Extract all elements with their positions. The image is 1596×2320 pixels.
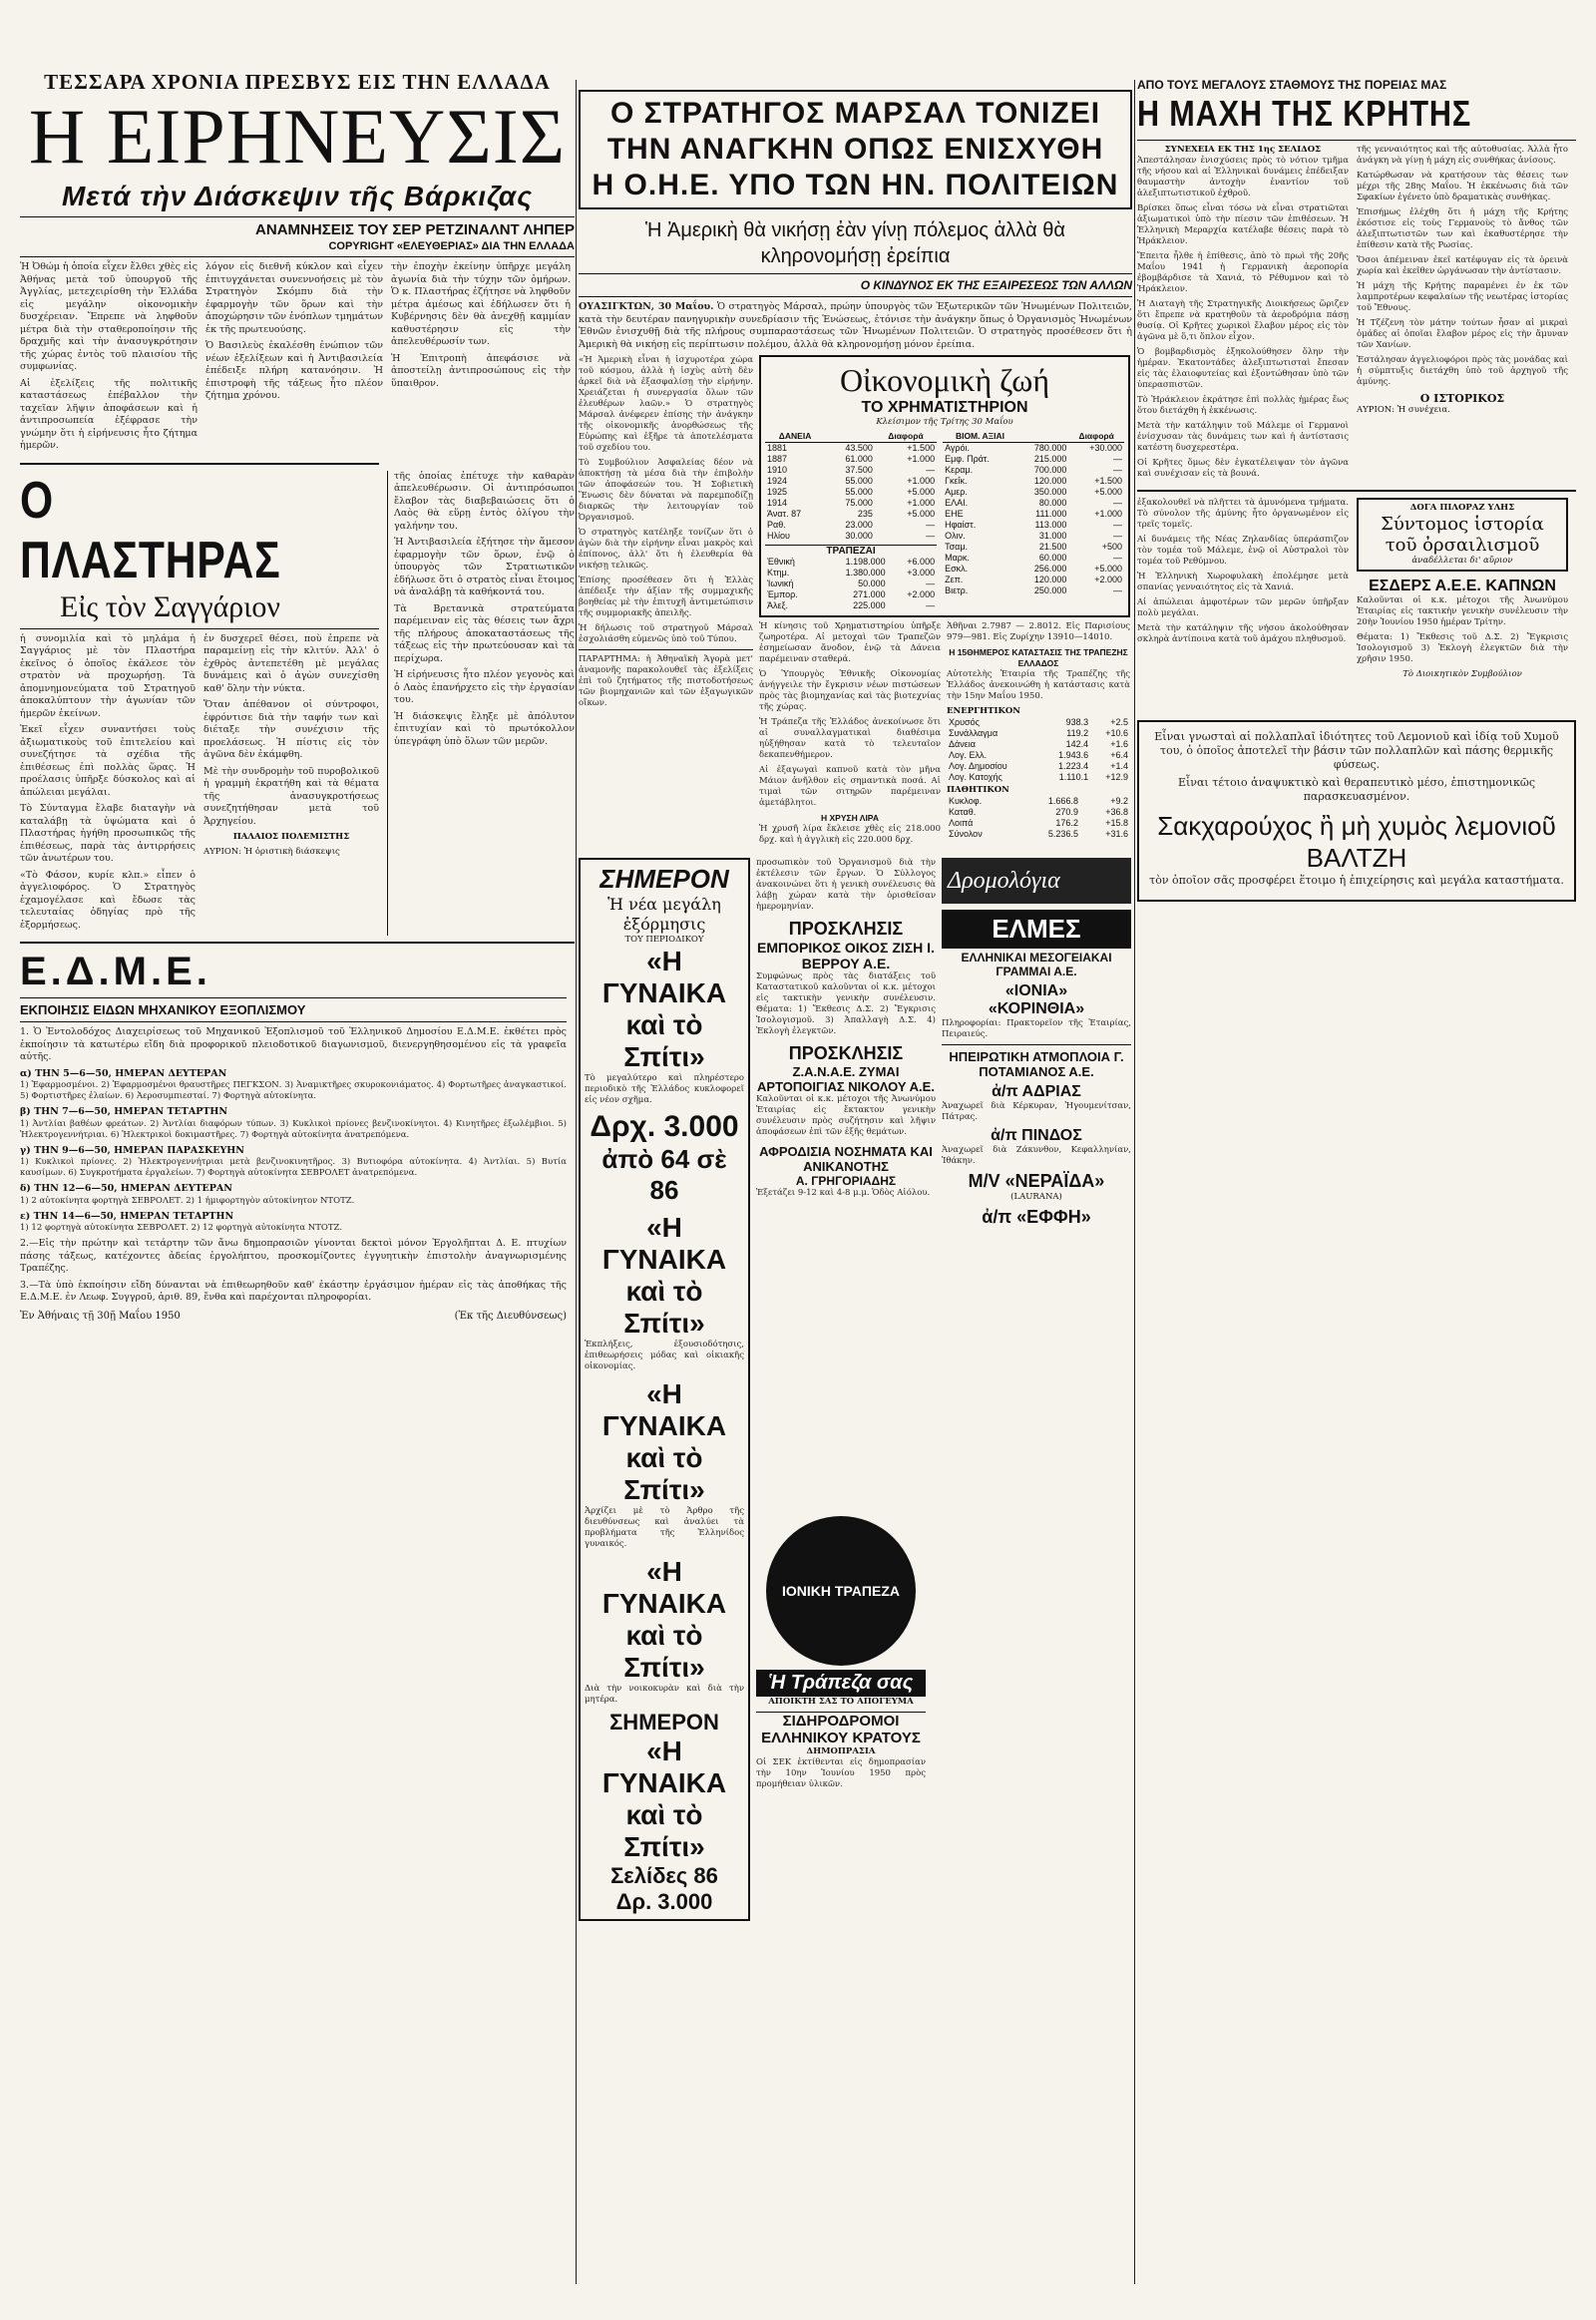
assets-header: ΕΝΕΡΓΗΤΙΚΟΝ (947, 706, 1021, 716)
share-row (943, 542, 1124, 553)
bank-row-cell: +6.000 (907, 557, 936, 567)
asset-row-cell: Λογ. Κατοχής (949, 772, 1002, 782)
liability-row (947, 818, 1130, 829)
share-row (943, 443, 1124, 455)
loan-row (765, 509, 937, 520)
top-banner: ΤΕΣΣΑΡΑ ΧΡΟΝΙΑ ΠΡΕΣΒΥΣ ΕΙΣ ΤΗΝ ΕΛΛΑΔΑ (44, 70, 551, 94)
share-row-cell: — (1113, 553, 1122, 563)
loan-row-cell: +5.000 (907, 487, 936, 497)
loan-row (765, 443, 937, 455)
article-col-2: λόγον εἰς διεθνῆ κύκλον καὶ εἶχεν ἐπιτυγχάνεται συνεννοήσεις μὲ τὸν Στρατηγὸν Σκόμπυ διὰ τὴν ἐφαρμογὴν τῶν ὅρων καὶ τὴν ἀποχώρησιν τῶν ἐνόπλων τμημάτων ἐκ τῆς πρωτευούσης. Ὁ Βασιλεὺς ἐκαλέσθη ἐνώπιον τῶν νέων ἐξελίξεων καὶ ἡ Ἀντιβασιλεία ἐπέδειξε πλήρη κατανόησιν. Ἡ ἐπιστροφὴ τῆς τάξεως ἦτο πλέον ζήτημα χρόνου. (205, 261, 383, 401)
liability-row-cell: 270.9 (1055, 807, 1078, 817)
ad-pages: ἀπὸ 64 σὲ 86 (601, 1144, 727, 1205)
middle-section: Ο ΣΤΡΑΤΗΓΟΣ ΜΑΡΣΑΛ ΤΟΝΙΖΕΙ ΤΗΝ ΑΝΑΓΚΗΝ ΟΠΩΣ ΕΝΙΣΧΥΘΗ Η Ο.Η.Ε. ΥΠΟ ΤΩΝ ΗΝ. ΠΟΛΙΤΕΙΩΝ Ἡ Ἀμερικὴ θὰ νικήσῃ ἐὰν γίνῃ πόλεμος ἀλλὰ θὰ κληρονομήσῃ ἐρείπια Ο ΚΙΝΔΥΝΟΣ ΕΚ ΤΗΣ ΕΞΑΙΡΕΣΕΩΣ ΤΩΝ ΑΛΛΩΝ ΟΥΑΣΙΓΚΤΩΝ, 30 Μαΐου. Ὁ στρατηγὸς Μάρσαλ, πρώην ὑπουργὸς τῶν Ἐξωτερικῶν τῶν Ἡνωμένων Πολιτειῶν, κατὰ τὴν δευτέραν πανηγυρικὴν συνεδρίασιν τῆς Ἑνώσεως, ἐτόνισε τὴν ἀνάγκην ὅπως ὁ Ὀργανισμὸς Ἡνωμένων Ἐθνῶν ἐνισχυθῇ διὰ τῆς πλήρους συμπαραστάσεως τῶν Ἡνωμένων Πολιτειῶν. Ὁ στρατηγὸς προσέθεσεν ὅτι ἡ Ἀμερικὴ θὰ νικήσῃ εἰς περίπτωσιν πολέμου, ἀλλὰ θὰ κληρονομήσῃ μόνον ἐρείπια. «Ἡ Ἀμερικὴ εἶναι ἡ ἰσχυροτέρα χώρα τοῦ κόσμου, ἀλλὰ ἡ ἰσχὺς αὐτὴ δὲν ἀρκεῖ διὰ νὰ ἐξασφαλίσῃ τὴν εἰρήνην. Χρειάζεται ἡ συνεργασία ὅλων τῶν ἐλευθέρων λαῶν.» Ὁ στρατηγὸς Μάρσαλ ἀνέφερεν ἐπίσης τὴν ἀνάγκην τῆς οἰκονομικῆς ἀνορθώσεως τῆς Εὐρώπης καὶ ἐξῆρε τὰ ἀποτελέσματα τοῦ σχεδίου του. Τὸ Συμβούλιον Ἀσφαλείας δέον νὰ ἀποκτήσῃ τὰ μέσα διὰ τὴν ἐπιβολὴν τῶν ἀποφάσεών του. Ἡ Σοβιετικὴ Ἕνωσις δὲν δύναται νὰ παρεμποδίζῃ διαρκῶς τὴν λειτουργίαν τοῦ Ὀργανισμοῦ. Ὁ στρατηγὸς κατέληξε τονίζων ὅτι ὁ ἀγὼν διὰ τὴν εἰρήνην εἶναι μακρὸς καὶ ἐπίπονος, ἀλλ' ὅτι ἡ ἐλευθερία θὰ νικήσῃ τελικῶς. Ἐπίσης προσέθεσεν ὅτι ἡ Ἑλλὰς ἀπέδειξε τὴν ἀξίαν τῆς συμμαχικῆς βοηθείας μὲ τὴν ἐπιτυχῆ ἀντιμετώπισιν τῆς συμμοριακῆς ἀπειλῆς. Ἡ δήλωσις τοῦ στρατηγοῦ Μάρσαλ ἐσχολιάσθη εὐμενῶς ὑπὸ τοῦ Τύπου. ΠΑΡΑΡΤΗΜΑ: ἡ Ἀθηναϊκὴ Ἀγορὰ μετ' ἀναμονῆς παρακολουθεῖ τὰς ἐξελίξεις ἐπὶ τοῦ ζητήματος τῆς πιστοδοτήσεως τῶν βιομηχανιῶν καὶ τῶν ἐξαγωγικῶν οἴκων. Οἰκονομικὴ ζωή ΤΟ ΧΡΗΜΑΤΙΣΤΗΡΙΟΝ Κλείσιμον τῆς Τρίτης 30 Μαΐου ΔΑΝΕΙΑ Διαφορά 1881 43.500 +1.500 1887 61.000 +1.000 1910 37.500 — 1924 55.000 +1.000 1925 55.000 +5.000 1914 75.000 +1.000 Άνατ. 87 235 +5.000 Ραθ. 23.000 — Ηλίου 30.000 — ΤΡΑΠΕΖΑΙ Ἐθνικὴ 1.198.000 +6.000 Κτημ. 1.380.000 +3.000 Ἰωνική 50.000 — Ἐμπορ. 271.000 +2.000 Ἀλεξ. 225.000 — ΒΙΟΜ. ΑΞΙΑΙ Διαφορά Αγρόι. 780.000 +30.000 Εμφ. Πράτ. 215.000 — Κεραμ. 700.000 — Γκεΐκ. 120.000 +1.500 Αμερ. 350.000 +5.000 ΕΛΑΙ. 80.000 — ΕΗΕ 111.000 +1.000 Ηφαίστ. 113.000 — Ολιν. 31.000 — Τσαμ. 21.500 +500 Μαρκ. 60.000 — Εσκλ. 256.000 +5.000 Ζεπ. 120.000 +2.000 Βιετρ. 250.000 — Ἡ κίνησις τοῦ Χρηματιστηρίου ὑπῆρξε ζωηροτέρα. Αἱ μετοχαὶ τῶν Τραπεζῶν ἐσημείωσαν ἄνοδον, ἐνῷ τὰ Δάνεια παρέμειναν σταθερά. Ὁ Ὑπουργὸς Ἐθνικῆς Οἰκονομίας ἀνήγγειλε τὴν ἔγκρισιν νέων πιστώσεων πρὸς τὰς βιομηχανίας καὶ τὰς βιοτεχνίας τῆς χώρας. Ἡ Τράπεζα τῆς Ἑλλάδος ἀνεκοίνωσε ὅτι αἱ συναλλαγματικαὶ διαθέσιμα ηὐξήθησαν κατὰ τὸ τελευταῖον δεκαπενθήμερον. Αἱ ἐξαγωγαὶ καπνοῦ κατὰ τὸν μῆνα Μάιον ἀνῆλθον εἰς σημαντικὰ ποσά. Αἱ τιμαὶ τῶν σιτηρῶν παρέμειναν ἀμετάβλητοι. Η ΧΡΥΣΗ ΛΙΡΑ Ἡ χρυσῆ λίρα ἔκλεισε χθὲς εἰς 218.000 δρχ. καὶ ἡ ἀγγλικὴ εἰς 220.000 δρχ. Ἀθῆναι 2.7987 — 2.8012. Εἰς Παρισίους 979—981. Εἰς Ζυρίχην 13910—14010. Η 15ΘΗΜΕΡΟΣ ΚΑΤΑΣΤΑΣΙΣ ΤΗΣ ΤΡΑΠΕΖΗΣ ΕΛΛΑΔΟΣ Αὐτοτελὴς Ἐταιρία τῆς Τραπέζης τῆς Ἑλλάδος ἀνεκοινώθη ἡ κατάστασις κατὰ τὴν 15ην Μαΐου 1950. ΕΝΕΡΓΗΤΙΚΟΝ Χρυσός 938.3 +2.5 Συνάλλαγμα 119.2 +10.6 Δάνεια 142.4 +1.6 Λογ. Ελλ. 1.943.6 +6.4 Λογ. Δημοσίου 1.223.4 +1.4 Λογ. Κατοχής 1.110.1 +12.9 ΠΑΘΗΤΙΚΟΝ Κυκλοφ. 1.666.8 +9.2 Καταθ. 270.9 +36.8 Λοιπά 176.2 +15.8 Σύνολον 5.236.5 +31.6 ΣΗΜΕΡΟΝ Ἡ νέα μεγάλη ἐξόρμησις ΤΟΥ ΠΕΡΙΟΔΙΚΟΥ «Η ΓΥΝΑΙΚΑ καὶ τὸ Σπίτι» Τὸ μεγαλύτερο καὶ πληρέστερο περιοδικὸ τῆς Ἑλλάδος κυκλοφορεῖ εἰς νέον σχῆμα. Δρχ. 3.000 ἀπὸ 64 σὲ 86 «Η ΓΥΝΑΙΚΑ καὶ τὸ Σπίτι» Ἐκπλήξεις, ἐξουσιοδότησις, ἐπιθεωρήσεις μόδας καὶ οἰκιακῆς οἰκονομίας. «Η ΓΥΝΑΙΚΑ καὶ τὸ Σπίτι» Ἀρχίζει μὲ τὸ Ἀρθρο τῆς διευθύνσεως καὶ ἀναλύει τὰ προβλήματα τῆς Ἑλληνίδος γυναικός. «Η ΓΥΝΑΙΚΑ καὶ τὸ Σπίτι» Διὰ τὴν νοικοκυρὰν καὶ διὰ τὴν μητέρα. ΣΗΜΕΡΟΝ «Η ΓΥΝΑΙΚΑ καὶ τὸ Σπίτι» Σελίδες 86 Δρ. 3.000 προσωπικὸν τοῦ Ὀργανισμοῦ διὰ τὴν ἐκτέλεσιν τῶν ἔργων. Ὁ Σύλλογος ἀνακοινώνει ὅτι ἡ γενικὴ συνέλευσις θὰ λάβῃ χώραν κατὰ τὴν ὁρισθεῖσαν ἡμερομηνίαν. ΠΡΟΣΚΛΗΣΙΣ ΕΜΠΟΡΙΚΟΣ ΟΙΚΟΣ ΖΙΣΗ Ι. ΒΕΡΡΟΥ Α.Ε. Συμφώνως πρὸς τὰς διατάξεις τοῦ Καταστατικοῦ καλοῦνται οἱ κ.κ. μέτοχοι εἰς τακτικὴν γενικὴν συνέλευσιν. Θέματα: 1) Ἔκθεσις Δ.Σ. 2) Ἔγκρισις Ἰσολογισμοῦ. 3) Ἀπαλλαγὴ Δ.Σ. 4) Ἐκλογὴ ἐλεγκτῶν. ΠΡΟΣΚΛΗΣΙΣ Ζ.Α.Ν.Α.Ε. ΖΥΜΑΙ ΑΡΤΟΠΟΙΓΙΑΣ ΝΙΚΟΛΟΥ Α.Ε. Καλοῦνται οἱ κ.κ. μέτοχοι τῆς Ἀνωνύμου Ἑταιρίας εἰς ἔκτακτον γενικὴν συνέλευσιν πρὸς συζήτησιν καὶ λῆψιν ἀποφάσεων ἐπὶ τῶν ἑξῆς θεμάτων. ΑΦΡΟΔΙΣΙΑ ΝΟΣΗΜΑΤΑ ΚΑΙ ΑΝΙΚΑΝΟΤΗΣ Α. ΓΡΗΓΟΡΙΑΔΗΣ Ἐξετάζει 9-12 καὶ 4-8 μ.μ. Ὁδὸς Αἰόλου. Δρομολόγια ΕΛΜΕΣ ΕΛΛΗΝΙΚΑΙ ΜΕΣΟΓΕΙΑΚΑΙ ΓΡΑΜΜΑΙ Α.Ε. «ΙΟΝΙΑ» «ΚΟΡΙΝΘΙΑ» Πληροφορίαι: Πρακτορεῖον τῆς Ἑταιρίας, Πειραιεύς. ΗΠΕΙΡΩΤΙΚΗ ΑΤΜΟΠΛΟΙΑ Γ. ΠΟΤΑΜΙΑΝΟΣ Α.Ε. ἀ/π ΑΔΡΙΑΣ Ἀναχωρεῖ διὰ Κέρκυραν, Ἠγουμενίτσαν, Πάτρας. ἀ/π ΠΙΝΔΟΣ Ἀναχωρεῖ διὰ Ζάκυνθον, Κεφαλληνίαν, Ἰθάκην. Μ/V «ΝΕΡΑΪΔΑ» (LAURANA) ἀ/π «ΕΦΦΗ» ΙΟΝΙΚΗ ΤΡΑΠΕΖΑ Ἡ Τράπεζα σας ΑΠΟΙΚΤΗ ΣΑΣ ΤΟ ΑΠΟΓΕΥΜΑ ΣΙΔΗΡΟΔΡΟΜΟΙ ΕΛΛΗΝΙΚΟΥ ΚΡΑΤΟΥΣ ΔΗΜΟΠΡΑΣΙΑ Οἱ ΣΕΚ ἐκτίθενται εἰς δημοπρασίαν τὴν 10ην Ἰουνίου 1950 πρὸς προμήθειαν ὑλικῶν. (579, 90, 1132, 2284)
share-row-cell: ΕΗΕ (945, 509, 964, 519)
share-row-cell: 256.000 (1033, 564, 1067, 574)
loan-row-cell: Ηλίου (767, 531, 790, 541)
share-row-cell: +30.000 (1089, 443, 1122, 453)
plastiras-subtitle: Εἰς τὸν Σαγγάριον (60, 589, 280, 623)
loan-row-cell: +5.000 (907, 509, 936, 519)
edme-day-5: ε) ΤΗΝ 14—6—50, ΗΜΕΡΑΝ ΤΕΤΑΡΤΗΝ (20, 1210, 234, 1222)
asset-row (947, 750, 1130, 761)
loan-row-cell: — (926, 465, 936, 475)
crete-title: Η ΜΑΧΗ ΤΗΣ ΚΡΗΤΗΣ (1137, 93, 1472, 134)
edme-office: (Ἐκ τῆς Διευθύνσεως) (454, 1310, 567, 1322)
asset-row-cell: +6.4 (1110, 750, 1128, 760)
marshall-subhead: Ἡ Ἀμερικὴ θὰ νικήσῃ ἐὰν γίνῃ πόλεμος ἀλλὰ θὰ κληρονομήσῃ ἐρείπια (645, 219, 1065, 267)
crete-continued: ΣΥΝΕΧΕΙΑ ΕΚ ΤΗΣ 1ης ΣΕΛΙΔΟΣ (1164, 145, 1322, 155)
share-row-cell: Ζεπ. (945, 575, 964, 584)
book-box (1357, 498, 1568, 572)
asset-row-cell: +1.6 (1110, 739, 1128, 749)
asset-row-cell: +10.6 (1105, 728, 1128, 738)
bank-of-greece-notice: Η 15ΘΗΜΕΡΟΣ ΚΑΤΑΣΤΑΣΙΣ ΤΗΣ ΤΡΑΠΕΖΗΣ ΕΛΛΑΔΟΣ (949, 647, 1128, 668)
crete-next: ΑΥΡΙΟΝ: Ἡ συνέχεια. (1357, 405, 1450, 415)
edme-date: Ἐν Ἀθήναις τῇ 30ῇ Μαΐου 1950 (20, 1310, 181, 1322)
main-article-subtitle: Μετά τὴν Διάσκεψιν τῆς Βάρκιζας (61, 181, 534, 211)
edme-day-1: α) ΤΗΝ 5—6—50, ΗΜΕΡΑΝ ΔΕΥΤΕΡΑΝ (20, 1067, 227, 1079)
share-row-cell: 31.000 (1038, 531, 1067, 541)
loan-row-cell: 1887 (767, 454, 788, 464)
liability-row-cell: 176.2 (1055, 818, 1078, 828)
shipping-column: Δρομολόγια ΕΛΜΕΣ ΕΛΛΗΝΙΚΑΙ ΜΕΣΟΓΕΙΑΚΑΙ ΓΡΑΜΜΑΙ Α.Ε. «ΙΟΝΙΑ» «ΚΟΡΙΝΘΙΑ» Πληροφορίαι: Πρακτορεῖον τῆς Ἑταιρίας, Πειραιεύς. ΗΠΕΙΡΩΤΙΚΗ ΑΤΜΟΠΛΟΙΑ Γ. ΠΟΤΑΜΙΑΝΟΣ Α.Ε. ἀ/π ΑΔΡΙΑΣ Ἀναχωρεῖ διὰ Κέρκυραν, Ἠγουμενίτσαν, Πάτρας. ἀ/π ΠΙΝΔΟΣ Ἀναχωρεῖ διὰ Ζάκυνθον, Κεφαλληνίαν, Ἰθάκην. Μ/V «ΝΕΡΑΪΔΑ» (LAURANA) ἀ/π «ΕΦΦΗ» (942, 858, 1131, 1921)
bank-row-cell: +2.000 (907, 589, 936, 599)
share-row-cell: Αμερ. (945, 487, 968, 497)
ad-price: Δρχ. 3.000 (590, 1110, 739, 1143)
right-section: ΑΠΟ ΤΟΥΣ ΜΕΓΑΛΟΥΣ ΣΤΑΘΜΟΥΣ ΤΗΣ ΠΟΡΕΙΑΣ ΜΑΣ Η ΜΑΧΗ ΤΗΣ ΚΡΗΤΗΣ ΣΥΝΕΧΕΙΑ ΕΚ ΤΗΣ 1ης ΣΕΛΙΔΟΣ Ἀπεστάλησαν ἐνισχύσεις πρὸς τὸ νότιον τμῆμα τῆς νήσου καὶ αἱ Ἑλληνικαὶ δυνάμεις ἐπέδειξαν θαυμαστὴν ἀντοχὴν ἐναντίον τοῦ ἀλεξιπτωτιστικοῦ ἐχθροῦ. Βρίσκει ὅπως εἶναι τόσω νὰ εἶναι στρατιῶται ἀξιωματικοὶ ὑπὸ τὴν πίεσιν τῶν ἐπιθέσεων. Ἡ Ἑλληνικὴ Μεραρχία κατέλαβε θέσεις παρὰ τὸ Ἡράκλειον. Ἔπειτα ἦλθε ἡ ἐπίθεσις, ἀπὸ τὸ πρωὶ τῆς 20ῆς Μαΐου 1941 ἡ Γερμανικὴ ἀεροπορία ἐβομβάρδισε τὰ Χανιά, τὸ Ρέθυμνον καὶ τὸ Ἡράκλειον. Ἡ Διαταγὴ τῆς Στρατηγικῆς Διοικήσεως ὥριζεν ὅτι ἔπρεπε νὰ κρατηθοῦν τὰ ἀεροδρόμια πάσῃ θυσίᾳ. Οἱ Κρῆτες χωρικοὶ ἔλαβον μέρος εἰς τὸν ἀγῶνα μὲ ὅ,τι ὅπλον εἶχον. Ὁ βομβαρδισμὸς ἐξηκολούθησεν ὅλην τὴν ἡμέραν. Ἐκατοντάδες ἀλεξιπτωτισταὶ ἔπεσαν εἰς τὰς ἐλαιοφυτείας καὶ ἐξοντώθησαν ὑπὸ τῶν ὑπερασπιστῶν. Τὸ Ἡράκλειον ἐκράτησε ἐπὶ πολλὰς ἡμέρας ἕως ὅτου διετάχθη ἡ ἐκκένωσις. Μετὰ τὴν κατάληψιν τοῦ Μάλεμε οἱ Γερμανοὶ ἐνίσχυσαν τὰς δυνάμεις των καὶ ἡ ἀντίστασις κατέστη δυσχερεστέρα. Οἱ Κρῆτες ὅμως δὲν ἐγκατέλειψαν τὸν ἀγῶνα καὶ συνέχισαν εἰς τὰ βουνά. τῆς γενναιότητος καὶ τῆς αὐτοθυσίας. Ἀλλὰ ἦτο ἀνάγκη νὰ γίνῃ ἡ μάχη εἰς συνθήκας ἀνίσους. Κατώρθωσαν νὰ κρατήσουν τὰς θέσεις των μέχρι τῆς 28ης Μαΐου. Ἡ ἐκκένωσις διὰ τῶν Σφακίων ἐγένετο ὑπὸ δραματικὰς συνθήκας. Ἐπισήμως ἐλέχθη ὅτι ἡ μάχη τῆς Κρήτης ἐκόστισε εἰς τοὺς Γερμανοὺς τὸ ἄνθος τῶν ἀλεξιπτωτιστῶν των καὶ ἐκαθυστέρησε τὴν ἐπίθεσιν κατὰ τῆς Ρωσίας. Ὅσοι ἀπέμειναν ἐκεῖ κατέφυγαν εἰς τὰ ὀρεινὰ χωρία καὶ ἐκεῖθεν ὠργάνωσαν τὴν ἀντίστασιν. Ἡ μάχη τῆς Κρήτης παραμένει ἐν ἐκ τῶν λαμπροτέρων κεφαλαίων τῆς νεωτέρας ἱστορίας τοῦ Ἔθνους. Ἡ Τζέζενη τὸν μάτην τούτων ἦσαν αἱ μικραὶ ὁμάδες αἱ ὁποῖαι ἔλαβον μέρος εἰς τὴν ἄμυναν τῶν Χανίων. Ἐστάλησαν ἀγγελιοφόροι πρὸς τὰς μονάδας καὶ ἡ σύμπτυξις διετάχθη ὑπὸ τοῦ ἀρχηγοῦ τῆς ἀμύνης. Ο ΙΣΤΟΡΙΚΟΣ ΑΥΡΙΟΝ: Ἡ συνέχεια. ἐξακολουθεῖ νὰ πλῆττει τὰ ἀμυνόμενα τμήματα. Τὸ σύνολον τῆς ἀμύνης ἦτο ὀργανωμένον εἰς τρεῖς τομεῖς. Αἱ δυνάμεις τῆς Νέας Ζηλανδίας ὑπεράσπιζον τὸν τομέα τοῦ Μάλεμε, ἐνῷ οἱ Αὐστραλοὶ τὸν τομέα τοῦ Ρεθύμνου. Ἡ Ἑλληνικὴ Χωροφυλακὴ ἐπολέμησε μετὰ σπανίας γενναιότητος εἰς τὰ Χανιά. Αἱ ἀπώλειαι ἀμφοτέρων τῶν μερῶν ὑπῆρξαν πολὺ μεγάλαι. Μετὰ τὴν κατάληψιν τῆς νήσου ἀκολούθησαν σκληρὰ ἀντίποινα κατὰ τοῦ ἀμάχου πληθυσμοῦ. ΔΟΓΑ ΠΙΛΟΡΑΖ ΥΛΗΣ Σύντομος ἱστορία τοῦ ὀρσαιλισμοῦ ἀναδέλλεται δι' αὔριον ΕΣΔΕΡΣ Α.Ε.Ε. ΚΑΠΝΩΝ Καλοῦνται οἱ κ.κ. μέτοχοι τῆς Ἀνωνύμου Ἑταιρίας εἰς τακτικὴν γενικὴν συνέλευσιν τὴν 20ὴν Ἰουνίου 1950 ἡμέραν Τρίτην. Θέματα: 1) Ἔκθεσις τοῦ Δ.Σ. 2) Ἔγκρισις Ἰσολογισμοῦ 3) Ἐκλογὴ ἐλεγκτῶν διὰ τὴν χρῆσιν 1950. Τὸ Διοικητικὸν Συμβούλιον Εἶναι γνωσταὶ αἱ πολλαπλαῖ ἰδιότητες τοῦ Λεμονιοῦ καὶ ἰδίᾳ τοῦ Χυμοῦ του, ὁ ὁποῖος ἀποτελεῖ τὴν βάσιν τῶν πολλαπλῶν καὶ πάσης θερμικῆς φύσεως. Εἶναι τέτοιο ἀναψυκτικὸ καὶ θεραπευτικὸ μέσο, ἐπιστημονικῶς παρασκευασμένον. Σακχαρούχος ἢ μὴ χυμὸς λεμονιοῦ ΒΑΛΤΖΗ τὸν ὁποῖον σᾶς προσφέρει ἕτοιμο ἡ ἐπιχείρησις καὶ μεγάλα καταστήματα. (1137, 78, 1576, 2282)
share-row (943, 454, 1124, 465)
bourse-title: ΤΟ ΧΡΗΜΑΤΙΣΤΗΡΙΟΝ (861, 399, 1028, 416)
railways-title: ΣΙΔΗΡΟΔΡΟΜΟΙ ΕΛΛΗΝΙΚΟΥ ΚΡΑΤΟΥΣ (756, 1712, 926, 1746)
marshall-dateline: ΟΥΑΣΙΓΚΤΩΝ, 30 Μαΐου. (579, 301, 714, 312)
bourse-subtitle: Κλείσιμον τῆς Τρίτης 30 Μαΐου (876, 417, 1013, 427)
tobacco-footer: Τὸ Διοικητικὸν Συμβούλιον (1402, 669, 1522, 679)
ship-ionia: «ΙΟΝΙΑ» (1004, 982, 1068, 999)
bank-row-cell: Ἐθνικὴ (767, 557, 795, 567)
ionian-bank-footer: ΑΠΟΙΚΤΗ ΣΑΣ ΤΟ ΑΠΟΓΕΥΜΑ (768, 1697, 914, 1707)
ship-korinthia: «ΚΟΡΙΝΘΙΑ» (988, 1000, 1085, 1017)
share-row-cell: — (1113, 454, 1122, 464)
share-row-cell: Ολιν. (945, 531, 966, 541)
routes-title: Δρομολόγια (948, 868, 1060, 894)
ship-pindos: ἀ/π ΠΙΝΔΟΣ (991, 1127, 1082, 1144)
loan-row-cell: 30.000 (845, 531, 873, 541)
asset-row (947, 772, 1130, 783)
shares-table (943, 430, 1124, 596)
byline: ΑΝΑΜΝΗΣΕΙΣ ΤΟΥ ΣΕΡ ΡΕΤΖΙΝΑΛΝΤ ΛΗΠΕΡ (255, 221, 575, 238)
ipeirotiki-company: ΗΠΕΙΡΩΤΙΚΗ ΑΤΜΟΠΛΟΙΑ Γ. ΠΟΤΑΜΙΑΝΟΣ Α.Ε. (949, 1049, 1124, 1079)
share-row (943, 531, 1124, 542)
asset-row-cell: +1.4 (1110, 761, 1128, 771)
share-row-cell: 80.000 (1038, 498, 1067, 508)
ionian-bank-caption: Ἡ Τράπεζα σας (756, 1670, 926, 1697)
gold-sovereign-header: Η ΧΡΥΣΗ ΛΙΡΑ (820, 813, 879, 823)
share-row (943, 487, 1124, 498)
share-row-cell: +5.000 (1094, 487, 1122, 497)
liability-row-cell: +9.2 (1110, 796, 1128, 806)
share-row (943, 585, 1124, 596)
invitation-2-company: Ζ.Α.Ν.Α.Ε. ΖΥΜΑΙ ΑΡΤΟΠΟΙΓΙΑΣ ΝΙΚΟΛΟΥ Α.Ε. (757, 1064, 935, 1094)
edme-subtitle: ΕΚΠΟΙΗΣΙΣ ΕΙΔΩΝ ΜΗΧΑΝΙΚΟΥ ΕΞΟΠΛΙΣΜΟΥ (20, 1002, 306, 1017)
share-row-cell: +500 (1101, 542, 1122, 552)
ad-magazine-name-5: «Η ΓΥΝΑΙΚΑ καὶ τὸ Σπίτι» (601, 1736, 727, 1862)
asset-row-cell: 1.110.1 (1058, 772, 1089, 782)
share-row-cell: Ηφαίστ. (945, 520, 977, 530)
loan-row (765, 454, 937, 465)
loan-row-cell: 1924 (767, 476, 788, 486)
loan-row-cell: 1914 (767, 498, 788, 508)
share-row-cell: 21.500 (1038, 542, 1067, 552)
book-title: Σύντομος ἱστορία (1381, 514, 1544, 535)
share-row-cell: Τσαμ. (945, 542, 969, 552)
liability-row-cell: Λοιπά (949, 818, 974, 828)
share-row-cell: 700.000 (1033, 465, 1067, 475)
share-row (943, 509, 1124, 520)
tobacco-title: ΕΣΔΕΡΣ Α.Ε.Ε. ΚΑΠΝΩΝ (1369, 578, 1556, 594)
plastiras-title: Ο ΠΛΑΣΤΗΡΑΣ (20, 471, 281, 589)
loan-row (765, 465, 937, 476)
liability-row (947, 796, 1130, 807)
crete-author: Ο ΙΣΤΟΡΙΚΟΣ (1419, 392, 1505, 405)
ad-line-2: ΤΟΥ ΠΕΡΙΟΔΙΚΟΥ (624, 935, 704, 945)
notices-column: προσωπικὸν τοῦ Ὀργανισμοῦ διὰ τὴν ἐκτέλεσιν τῶν ἔργων. Ὁ Σύλλογος ἀνακοινώνει ὅτι ἡ γενικὴ συνέλευσις θὰ λάβῃ χώραν κατὰ τὴν ὁρισθεῖσαν ἡμερομηνίαν. ΠΡΟΣΚΛΗΣΙΣ ΕΜΠΟΡΙΚΟΣ ΟΙΚΟΣ ΖΙΣΗ Ι. ΒΕΡΡΟΥ Α.Ε. Συμφώνως πρὸς τὰς διατάξεις τοῦ Καταστατικοῦ καλοῦνται οἱ κ.κ. μέτοχοι εἰς τακτικὴν γενικὴν συνέλευσιν. Θέματα: 1) Ἔκθεσις Δ.Σ. 2) Ἔγκρισις Ἰσολογισμοῦ. 3) Ἀπαλλαγὴ Δ.Σ. 4) Ἐκλογὴ ἐλεγκτῶν. ΠΡΟΣΚΛΗΣΙΣ Ζ.Α.Ν.Α.Ε. ΖΥΜΑΙ ΑΡΤΟΠΟΙΓΙΑΣ ΝΙΚΟΛΟΥ Α.Ε. Καλοῦνται οἱ κ.κ. μέτοχοι τῆς Ἀνωνύμου Ἑταιρίας εἰς ἔκτακτον γενικὴν συνέλευσιν πρὸς συζήτησιν καὶ λῆψιν ἀποφάσεων ἐπὶ τῶν ἑξῆς θεμάτων. ΑΦΡΟΔΙΣΙΑ ΝΟΣΗΜΑΤΑ ΚΑΙ ΑΝΙΚΑΝΟΤΗΣ Α. ΓΡΗΓΟΡΙΑΔΗΣ Ἐξετάζει 9-12 καὶ 4-8 μ.μ. Ὁδὸς Αἰόλου. (756, 858, 936, 1198)
book-subtitle: τοῦ ὀρσαιλισμοῦ (1385, 535, 1540, 556)
share-row-cell: 60.000 (1038, 553, 1067, 563)
loan-row-cell: 61.000 (845, 454, 873, 464)
share-row-cell: ΕΛΑΙ. (945, 498, 969, 508)
routes-banner (942, 858, 1131, 904)
lemon-ad-title: Σακχαρούχος ἢ μὴ χυμὸς λεμονιοῦ ΒΑΛΤΖΗ (1157, 811, 1556, 873)
asset-row-cell: 1.223.4 (1058, 761, 1089, 771)
elmes-company-name: ΕΛΛΗΝΙΚΑΙ ΜΕΣΟΓΕΙΑΚΑΙ ΓΡΑΜΜΑΙ Α.Ε. (961, 951, 1112, 978)
ad-final-pages: Σελίδες 86 (610, 1863, 718, 1888)
next-installment: ΑΥΡΙΟΝ: Ἡ ὁριστικὴ διάσκεψις (203, 847, 340, 857)
bank-row-cell: 271.000 (853, 589, 886, 599)
loan-row-cell: 235 (857, 509, 873, 519)
invitation-1-company: ΕΜΠΟΡΙΚΟΣ ΟΙΚΟΣ ΖΙΣΗ Ι. ΒΕΡΡΟΥ Α.Ε. (757, 940, 935, 971)
loans-diff-header: Διαφορά (875, 430, 937, 443)
loan-row (765, 487, 937, 498)
ad-today: ΣΗΜΕΡΟΝ (599, 864, 729, 894)
share-row-cell: 250.000 (1033, 585, 1067, 595)
loan-row-cell: 55.000 (845, 476, 873, 486)
ionian-bank-ad: ΙΟΝΙΚΗ ΤΡΑΠΕΖΑ Ἡ Τράπεζα σας ΑΠΟΙΚΤΗ ΣΑΣ ΤΟ ΑΠΟΓΕΥΜΑ ΣΙΔΗΡΟΔΡΟΜΟΙ ΕΛΛΗΝΙΚΟΥ ΚΡΑΤΟΥΣ ΔΗΜΟΠΡΑΣΙΑ Οἱ ΣΕΚ ἐκτίθενται εἰς δημοπρασίαν τὴν 10ην Ἰουνίου 1950 πρὸς προμήθειαν ὑλικῶν. (756, 1516, 926, 1794)
banks-table (765, 557, 937, 611)
loan-row (765, 520, 937, 531)
ad-line-1: Ἡ νέα μεγάλη ἐξόρμησις (607, 895, 721, 934)
share-row (943, 553, 1124, 564)
loan-row-cell: 1910 (767, 465, 788, 475)
loans-table (765, 430, 937, 542)
share-row (943, 498, 1124, 509)
bank-row (765, 568, 937, 579)
share-row (943, 564, 1124, 575)
liabilities-header: ΠΑΘΗΤΙΚΟΝ (947, 785, 1009, 795)
shares-header: ΒΙΟΜ. ΑΞΙΑΙ (943, 430, 1017, 443)
bank-row-cell: Ἀλεξ. (767, 600, 789, 610)
share-row-cell: 120.000 (1033, 575, 1067, 584)
asset-row-cell: Χρυσός (949, 717, 980, 727)
bank-row-cell: +3.000 (907, 568, 936, 578)
loan-row-cell: Άνατ. 87 (767, 509, 802, 519)
edme-title: Ε.Δ.Μ.Ε. (20, 950, 211, 993)
loan-row-cell: +1.000 (907, 454, 936, 464)
ad-magazine-name-4: «Η ΓΥΝΑΙΚΑ καὶ τὸ Σπίτι» (601, 1556, 727, 1683)
liability-row-cell: +31.6 (1105, 829, 1128, 839)
economy-box (759, 355, 1130, 617)
loan-row-cell: 23.000 (845, 520, 873, 530)
share-row-cell: 215.000 (1033, 454, 1067, 464)
asset-row (947, 761, 1130, 772)
invitation-1-title: ΠΡΟΣΚΛΗΣΙΣ (788, 919, 904, 939)
asset-row-cell: Λογ. Δημοσίου (949, 761, 1007, 771)
asset-row-cell: Δάνεια (949, 739, 976, 749)
article-signature: ΠΑΛΑΙΟΣ ΠΟΛΕΜΙΣΤΗΣ (232, 832, 350, 842)
invitation-2-title: ΠΡΟΣΚΛΗΣΙΣ (788, 1043, 904, 1063)
edme-day-3: γ) ΤΗΝ 9—6—50, ΗΜΕΡΑΝ ΠΑΡΑΣΚΕΥΗΝ (20, 1144, 244, 1156)
liability-row-cell: Σύνολον (949, 829, 983, 839)
ship-neraida: Μ/V «ΝΕΡΑΪΔΑ» (968, 1171, 1105, 1191)
liability-row-cell: Κυκλοφ. (949, 796, 983, 806)
asset-row-cell: 1.943.6 (1058, 750, 1089, 760)
loan-row-cell: +1.000 (907, 476, 936, 486)
elmes-logo: ΕΛΜΕΣ (942, 910, 1131, 949)
share-row-cell: 120.000 (1033, 476, 1067, 486)
edme-day-4: δ) ΤΗΝ 12—6—50, ΗΜΕΡΑΝ ΔΕΥΤΕΡΑΝ (20, 1183, 232, 1194)
share-row-cell: — (1113, 465, 1122, 475)
liability-row-cell: Καταθ. (949, 807, 977, 817)
share-row-cell: +1.500 (1094, 476, 1122, 486)
loan-row-cell: 1881 (767, 443, 788, 453)
ad-final-price: Δρ. 3.000 (615, 1889, 713, 1914)
clinic-ad-title: ΑΦΡΟΔΙΣΙΑ ΝΟΣΗΜΑΤΑ ΚΑΙ ΑΝΙΚΑΝΟΤΗΣ (759, 1144, 933, 1174)
asset-row (947, 739, 1130, 750)
share-row-cell: +2.000 (1094, 575, 1122, 584)
share-row-cell: Εμφ. Πράτ. (945, 454, 990, 464)
ad-magazine-name: «Η ΓΥΝΑΙΚΑ καὶ τὸ Σπίτι» (601, 946, 727, 1072)
liability-row-cell: 5.236.5 (1047, 829, 1078, 839)
clinic-ad-doctor: Α. ΓΡΗΓΟΡΙΑΔΗΣ (795, 1174, 897, 1188)
ship-adrias: ἀ/π ΑΔΡΙΑΣ (992, 1083, 1081, 1100)
liability-row-cell: +36.8 (1105, 807, 1128, 817)
bank-row (765, 600, 937, 611)
liability-row-cell: 1.666.8 (1047, 796, 1078, 806)
liability-row-cell: +15.8 (1105, 818, 1128, 828)
asset-row-cell: 938.3 (1065, 717, 1089, 727)
article-col-3: τὴν ἐποχὴν ἐκείνην ὑπῆρχε μεγάλη ἀγωνία διὰ τὴν τύχην τῶν ὁμήρων. Ὁ κ. Πλαστήρας ἐζήτησε νὰ ληφθοῦν μέτρα ἀμέσως καὶ ἐδήλωσεν ὅτι ἡ Κυβέρνησις δὲν θὰ ἀνεχθῇ καμμίαν καθυστέρησιν εἰς τὴν ἀπελευθέρωσίν των. Ἡ Ἐπιτροπὴ ἀπεφάσισε νὰ ἀποστείλῃ ἀντιπροσώπους εἰς τὴν ὕπαιθρον. (391, 261, 571, 389)
marshall-headline-3: Η Ο.Η.Ε. ΥΠΟ ΤΩΝ ΗΝ. ΠΟΛΙΤΕΙΩΝ (592, 169, 1119, 201)
share-row-cell: Κεραμ. (945, 465, 974, 475)
copyright-line: COPYRIGHT «ΕΛΕΥΘΕΡΙΑΣ» ΔΙΑ ΤΗΝ ΕΛΛΑΔΑ (328, 240, 575, 252)
ship-effi: ἀ/π «ΕΦΦΗ» (982, 1207, 1091, 1227)
bank-row (765, 557, 937, 568)
bank-row-cell: 225.000 (853, 600, 886, 610)
liabilities-table (947, 796, 1130, 840)
asset-row-cell: Λογ. Ελλ. (949, 750, 988, 760)
loan-row-cell: 55.000 (845, 487, 873, 497)
asset-row-cell: 142.4 (1065, 739, 1089, 749)
loan-row-cell: — (926, 531, 936, 541)
bank-row-cell: 1.380.000 (845, 568, 886, 578)
share-row-cell: — (1113, 498, 1122, 508)
share-row-cell: Μαρκ. (945, 553, 970, 563)
magazine-ad: ΣΗΜΕΡΟΝ Ἡ νέα μεγάλη ἐξόρμησις ΤΟΥ ΠΕΡΙΟΔΙΚΟΥ «Η ΓΥΝΑΙΚΑ καὶ τὸ Σπίτι» Τὸ μεγαλύτερο καὶ πληρέστερο περιοδικὸ τῆς Ἑλλάδος κυκλοφορεῖ εἰς νέον σχῆμα. Δρχ. 3.000 ἀπὸ 64 σὲ 86 «Η ΓΥΝΑΙΚΑ καὶ τὸ Σπίτι» Ἐκπλήξεις, ἐξουσιοδότησις, ἐπιθεωρήσεις μόδας καὶ οἰκιακῆς οἰκονομίας. «Η ΓΥΝΑΙΚΑ καὶ τὸ Σπίτι» Ἀρχίζει μὲ τὸ Ἀρθρο τῆς διευθύνσεως καὶ ἀναλύει τὰ προβλήματα τῆς Ἑλληνίδος γυναικός. «Η ΓΥΝΑΙΚΑ καὶ τὸ Σπίτι» Διὰ τὴν νοικοκυρὰν καὶ διὰ τὴν μητέρα. ΣΗΜΕΡΟΝ «Η ΓΥΝΑΙΚΑ καὶ τὸ Σπίτι» Σελίδες 86 Δρ. 3.000 (579, 858, 750, 1921)
loan-row (765, 531, 937, 542)
loan-row-cell: — (926, 520, 936, 530)
book-note: ἀναδέλλεται δι' αὔριον (1411, 556, 1513, 566)
banks-header: ΤΡΑΠΕΖΑΙ (765, 545, 937, 557)
marshall-kicker: Ο ΚΙΝΔΥΝΟΣ ΕΚ ΤΗΣ ΕΞΑΙΡΕΣΕΩΣ ΤΩΝ ΑΛΛΩΝ (860, 278, 1132, 292)
share-row-cell: Αγρόι. (945, 443, 971, 453)
bank-row-cell: — (926, 600, 936, 610)
share-row-cell: — (1113, 531, 1122, 541)
loan-row-cell: +1.500 (907, 443, 936, 453)
bank-row-cell: 50.000 (858, 579, 886, 588)
marshall-headline-2: ΤΗΝ ΑΝΑΓΚΗΝ ΟΠΩΣ ΕΝΙΣΧΥΘΗ (606, 133, 1104, 166)
ionian-bank-seal-text: ΙΟΝΙΚΗ ΤΡΑΠΕΖΑ (782, 1583, 900, 1599)
edme-day-2: β) ΤΗΝ 7—6—50, ΗΜΕΡΑΝ ΤΕΤΑΡΤΗΝ (20, 1106, 228, 1117)
share-row-cell: — (1113, 585, 1122, 595)
lemon-ad: Εἶναι γνωσταὶ αἱ πολλαπλαῖ ἰδιότητες τοῦ Λεμονιοῦ καὶ ἰδίᾳ τοῦ Χυμοῦ του, ὁ ὁποῖος ἀποτελεῖ τὴν βάσιν τῶν πολλαπλῶν καὶ πάσης θερμικῆς φύσεως. Εἶναι τέτοιο ἀναψυκτικὸ καὶ θεραπευτικὸ μέσο, ἐπιστημονικῶς παρασκευασμένον. Σακχαρούχος ἢ μὴ χυμὸς λεμονιοῦ ΒΑΛΤΖΗ τὸν ὁποῖον σᾶς προσφέρει ἕτοιμο ἡ ἐπιχείρησις καὶ μεγάλα καταστήματα. (1137, 720, 1576, 902)
share-row (943, 465, 1124, 476)
ad-magazine-name-2: «Η ΓΥΝΑΙΚΑ καὶ τὸ Σπίτι» (601, 1212, 727, 1339)
bank-row (765, 579, 937, 589)
bank-row-cell: 1.198.000 (845, 557, 886, 567)
bank-row (765, 589, 937, 600)
book-kicker: ΔΟΓΑ ΠΙΛΟΡΑΖ ΥΛΗΣ (1409, 503, 1515, 513)
bank-row-cell: Ἰωνική (767, 579, 794, 588)
loan-row-cell: 1925 (767, 487, 788, 497)
loan-row-cell: 75.000 (845, 498, 873, 508)
shares-diff-header: Διαφορά (1068, 430, 1124, 443)
bank-row-cell: Κτημ. (767, 568, 790, 578)
railways-subtitle: ΔΗΜΟΠΡΑΣΙΑ (806, 1746, 876, 1756)
bank-row-cell: — (926, 579, 936, 588)
loan-row-cell: Ραθ. (767, 520, 786, 530)
asset-row-cell: 119.2 (1066, 728, 1089, 738)
ionian-bank-seal (766, 1516, 916, 1666)
ad-magazine-name-3: «Η ΓΥΝΑΙΚΑ καὶ τὸ Σπίτι» (601, 1378, 727, 1505)
share-row (943, 575, 1124, 585)
asset-row (947, 728, 1130, 739)
loan-row (765, 476, 937, 487)
loan-row (765, 498, 937, 509)
marshall-headline-1: Ο ΣΤΡΑΤΗΓΟΣ ΜΑΡΣΑΛ ΤΟΝΙΖΕΙ (609, 97, 1101, 130)
loan-row-cell: 37.500 (845, 465, 873, 475)
loan-row-cell: +1.000 (907, 498, 936, 508)
bank-row-cell: Ἐμπορ. (767, 589, 798, 599)
share-row-cell: Εσκλ. (945, 564, 969, 574)
share-row-cell: Βιετρ. (945, 585, 969, 595)
article-col-1: Ἡ Ὀθώμ ἡ ὁποία εἶχεν ἔλθει χθὲς εἰς Ἀθήνας μετὰ τοῦ ὑπουργοῦ τῆς Ἀγγλίας, μετεχειρίσθη τὴν Ἑλλάδα εἰς μεγάλην οἰκονομικὴν δυσχέρειαν. Ἔπρεπε νὰ ληφθοῦν μέτρα διὰ τὴν σταθεροποίησιν τῆς δραχμῆς καὶ τὴν ἀνασυγκρότησιν τῆς χώρας ἐντὸς τοῦ πλαισίου τῆς συμφωνίας. Αἱ ἐξελίξεις τῆς πολιτικῆς καταστάσεως ἐπέβαλλον τὴν ταχεῖαν λῆψιν ἀποφάσεων καὶ ἡ ἀντιπροσωπεία ἐξέφρασε τὴν γνώμην ὅτι ἡ εἰρήνευσις ἦτο ζήτημα ἡμερῶν. (20, 261, 198, 451)
magazine-ad-column (579, 858, 750, 1921)
ship-neraida-sub: (LAURANA) (1010, 1192, 1062, 1202)
share-row-cell: 780.000 (1033, 443, 1067, 453)
asset-row-cell: +12.9 (1105, 772, 1128, 782)
asset-row-cell: +2.5 (1110, 717, 1128, 727)
left-section: ΤΕΣΣΑΡΑ ΧΡΟΝΙΑ ΠΡΕΣΒΥΣ ΕΙΣ ΤΗΝ ΕΛΛΑΔΑ Η ΕΙΡΗΝΕΥΣΙΣ Μετά τὴν Διάσκεψιν τῆς Βάρκιζας ΑΝΑΜΝΗΣΕΙΣ ΤΟΥ ΣΕΡ ΡΕΤΖΙΝΑΛΝΤ ΛΗΠΕΡ COPYRIGHT «ΕΛΕΥΘΕΡΙΑΣ» ΔΙΑ ΤΗΝ ΕΛΛΑΔΑ Ἡ Ὀθώμ ἡ ὁποία εἶχεν ἔλθει χθὲς εἰς Ἀθήνας μετὰ τοῦ ὑπουργοῦ τῆς Ἀγγλίας, μετεχειρίσθη τὴν Ἑλλάδα εἰς μεγάλην οἰκονομικὴν δυσχέρειαν. Ἔπρεπε νὰ ληφθοῦν μέτρα διὰ τὴν σταθεροποίησιν τῆς δραχμῆς καὶ τὴν ἀνασυγκρότησιν τῆς χώρας ἐντὸς τοῦ πλαισίου τῆς συμφωνίας. Αἱ ἐξελίξεις τῆς πολιτικῆς καταστάσεως ἐπέβαλλον τὴν ταχεῖαν λῆψιν ἀποφάσεων καὶ ἡ ἀντιπροσωπεία ἐξέφρασε τὴν γνώμην ὅτι ἡ εἰρήνευσις ἦτο ζήτημα ἡμερῶν. λόγον εἰς διεθνῆ κύκλον καὶ εἶχεν ἐπιτυγχάνεται συνεννοήσεις μὲ τὸν Στρατηγὸν Σκόμπυ διὰ τὴν ἐφαρμογὴν τῶν ὅρων καὶ τὴν ἀποχώρησιν τῶν ἐνόπλων τμημάτων ἐκ τῆς πρωτευούσης. Ὁ Βασιλεὺς ἐκαλέσθη ἐνώπιον τῶν νέων ἐξελίξεων καὶ ἡ Ἀντιβασιλεία ἐπέδειξε πλήρη κατανόησιν. Ἡ ἐπιστροφὴ τῆς τάξεως ἦτο πλέον ζήτημα χρόνου. τὴν ἐποχὴν ἐκείνην ὑπῆρχε μεγάλη ἀγωνία διὰ τὴν τύχην τῶν ὁμήρων. Ὁ κ. Πλαστήρας ἐζήτησε νὰ ληφθοῦν μέτρα ἀμέσως καὶ ἐδήλωσεν ὅτι ἡ Κυβέρνησις δὲν θὰ ἀνεχθῇ καμμίαν καθυστέρησιν εἰς τὴν ἀπελευθέρωσίν των. Ἡ Ἐπιτροπὴ ἀπεφάσισε νὰ ἀποστείλῃ ἀντιπροσώπους εἰς τὴν ὕπαιθρον. Ο ΠΛΑΣΤΗΡΑΣ Εἰς τὸν Σαγγάριον ἡ συνομιλία καὶ τὸ μηλάμα ἡ Σαγγάριος μὲ τὸν Πλαστήρα ἐκεῖνος ὁ ὁποῖος ἐκάλεσε τὸν στρατὸν νὰ προχωρήσῃ. Τὰ ἀπομνημονεύματα τοῦ Στρατηγοῦ ἀποκαλύπτουν τὴν ἀγωνίαν τῶν ἡμερῶν ἐκείνων. Ἐκεῖ εἶχεν συναντήσει τοὺς ἀξιωματικοὺς τοῦ ἐπιτελείου καὶ συνεζήτησε τὰ σχέδια τῆς ἐπιθέσεως ἐπὶ πολλὰς ὥρας. Ἡ προέλασις ὑπῆρξε δύσκολος καὶ αἱ ἀπώλειαι μεγάλαι. Τὸ Σύνταγμα ἔλαβε διαταγὴν νὰ καταλάβῃ τὰ ὑψώματα καὶ ὁ Πλαστήρας ἡγήθη προσωπικῶς τῆς ἐπιθέσεως, παρὰ τὰς ἀντιρρήσεις τῶν ἀνωτέρων του. «Τὸ Φάσον, κυρίε κλπ.» εἶπεν ὁ ἀγγελιοφόρος. Ὁ Στρατηγὸς ἐχαμογέλασε καὶ ἔδωσε τὰς τελευταίας ὁδηγίας πρὸ τῆς ἐξορμήσεως. ἐν δυσχερεῖ θέσει, ποὺ ἐπρεπε νὰ παραμείνῃ εἰς τὴν κλιτύν. Ἀλλ' ὁ ἐχθρὸς ἀντεπετέθη μὲ μεγάλας δυνάμεις καὶ ὁ ἀγὼν συνεχίσθη καθ' ὅλην τὴν νύκτα. Ὅταν ἀπέθανον οἱ σύντροφοι, ἐφρόντισε διὰ τὴν ταφήν των καὶ διέταξε τὴν συνέχισιν τῆς προελάσεως. Ἡ πίστις εἰς τὸν ἀγῶνα δὲν ἐκάμφθη. Μὲ τὴν συνδρομὴν τοῦ πυροβολικοῦ ἡ γραμμὴ ἐκρατήθη καὶ τὰ θέματα τῆς ἀνασυγκροτήσεως συνεζητήθησαν μετὰ τοῦ Ἀρχηγείου. ΠΑΛΑΙΟΣ ΠΟΛΕΜΙΣΤΗΣ ΑΥΡΙΟΝ: Ἡ ὁριστικὴ διάσκεψις τῆς ὁποίας ἐπέτυχε τὴν καθαρὰν ἀπελευθέρωσιν. Οἱ ἀντιπρόσωποι ἔλαβον τὰς διαβεβαιώσεις ὅτι ὁ Λαὸς θὰ εὕρῃ ἐντὸς ὀλίγου τὴν γαλήνην του. Ἡ Ἀντιβασιλεία ἐξήτησε τὴν ἄμεσον ἐφαρμογὴν τῶν ὅρων, ἐνῷ ὁ ὑπουργὸς τῶν Στρατιωτικῶν ἐδήλωσε ὅτι ὁ στρατὸς εἶναι ἕτοιμος νὰ ἀναλάβῃ τὰ καθήκοντά του. Τὰ Βρετανικὰ στρατεύματα παρέμειναν εἰς τὰς θέσεις των ἄχρι τῆς πλήρους ἀποκαταστάσεως τῆς τάξεως εἰς τὴν πρωτεύουσαν καὶ τὰ περίχωρα. Ἡ εἰρήνευσις ἦτο πλέον γεγονὸς καὶ ὁ Λαὸς ἐπανήρχετο εἰς τὴν ἐργασίαν του. Ἡ διάσκεψις ἔληξε μὲ ἀπόλυτον ἐπιτυχίαν καὶ τὸ πρωτόκολλον ὑπεγράφη ὑπὸ ὅλων τῶν μερῶν. Ε.Δ.Μ.Ε. ΕΚΠΟΙΗΣΙΣ ΕΙΔΩΝ ΜΗΧΑΝΙΚΟΥ ΕΞΟΠΛΙΣΜΟΥ 1. Ὁ Ἐντολοδόχος Διαχειρίσεως τοῦ Μηχανικοῦ Ἐξοπλισμοῦ τοῦ Ἑλληνικοῦ Δημοσίου Ε.Δ.Μ.Ε. ἐκθέτει πρὸς ἐκποίησιν τὰ κατωτέρω εἴδη διὰ προφορικοῦ πλειοδοτικοῦ διαγωνισμοῦ, διενεργηθησομένου εἰς τὰ γραφεῖα αὐτῆς. α) ΤΗΝ 5—6—50, ΗΜΕΡΑΝ ΔΕΥΤΕΡΑΝ 1) Ἐφαρμοσμένοι. 2) Ἐφαρμοσμένοι θραυστῆρες ΠΕΓΚΣΟΝ. 3) Ἀναμικτῆρες σκυροκονιάματος. 4) Φορτωτῆρες ἀναγκαστικοί. 5) Φορτιστῆρες ἐλαίων. 6) Ἀεροσυμπιεσταί. 7) Φορτηγὰ αὐτοκίνητα. β) ΤΗΝ 7—6—50, ΗΜΕΡΑΝ ΤΕΤΑΡΤΗΝ 1) Ἀντλίαι βαθέων φρεάτων. 2) Ἀντλίαι διαφόρων τύπων. 3) Κυκλικοὶ πρίονες βενζινοκίνητοι. 4) Κινητῆρες ἐξωλέμβιοι. 5) Ἠλεκτρογεννήτριαι. 6) Ἠλεκτρικοὶ δοκιμαστῆρες. 7) Φορτηγὰ αὐτοκίνητα ἀνατρεπόμενα. γ) ΤΗΝ 9—6—50, ΗΜΕΡΑΝ ΠΑΡΑΣΚΕΥΗΝ 1) Κυκλικοὶ πρίονες. 2) Ἠλεκτρογεννήτριαι μετὰ βενζινοκινητῆρος. 3) Βυτιοφόρα αὐτοκίνητα. 4) Ἀντλίαι. 5) Βυτία καυσίμων. 6) Συγκροτήματα ἐργαλείων. 7) Φορτηγὰ αὐτοκίνητα ΣΕΒΡΟΛΕΤ ἀνατρεπόμενα. δ) ΤΗΝ 12—6—50, ΗΜΕΡΑΝ ΔΕΥΤΕΡΑΝ 1) 2 αὐτοκίνητα φορτηγὰ ΣΕΒΡΟΛΕΤ. 2) 1 ἡμιφορτηγὸν αὐτοκίνητον ΝΤΟΤΖ. ε) ΤΗΝ 14—6—50, ΗΜΕΡΑΝ ΤΕΤΑΡΤΗΝ 1) 12 φορτηγὰ αὐτοκίνητα ΣΕΒΡΟΛΕΤ. 2) 12 φορτηγὰ αὐτοκίνητα ΝΤΟΤΖ. 2.—Εἰς τὴν πρώτην καὶ τετάρτην τῶν ἄνω δημοπρασιῶν γίνονται δεκτοὶ μόνον Ἐργολῆπται Δ. Ε. πτυχίων πάσης τάξεως, κατέχοντες ἀδείας ἐργολήπτου, προσκομίζοντες ἐγγυητικὴν ἐπιστολὴν ἀναγνωρισμένης Τραπέζης. 3.—Τὰ ὑπὸ ἐκποίησιν εἴδη δύνανται νὰ ἐπιθεωρηθοῦν καθ' ἑκάστην ἐργάσιμον ἡμέραν εἰς τὰς ἀποθήκας τῆς Ε.Δ.Μ.Ε. ἐν Λεωφ. Συγγροῦ, ἀριθ. 89, ἔνθα καὶ παρέχονται πληροφορίαι. Ἐν Ἀθήναις τῇ 30ῇ Μαΐου 1950 (Ἐκ τῆς Διευθύνσεως) (20, 70, 575, 1322)
main-article-title: Η ΕΙΡΗΝΕΥΣΙΣ (28, 93, 567, 180)
share-row-cell: 113.000 (1034, 520, 1067, 530)
share-row-cell: Γκεΐκ. (945, 476, 968, 486)
share-row-cell: 111.000 (1035, 509, 1067, 519)
ad-today-2: ΣΗΜΕΡΟΝ (609, 1710, 719, 1735)
economy-title: Οἰκονομικὴ ζωή (839, 362, 1050, 398)
loans-header: ΔΑΝΕΙΑ (765, 430, 825, 443)
share-row-cell: +1.000 (1094, 509, 1122, 519)
assets-table (947, 717, 1130, 783)
liability-row (947, 829, 1130, 840)
asset-row (947, 717, 1130, 728)
share-row-cell: — (1113, 520, 1122, 530)
liability-row (947, 807, 1130, 818)
crete-kicker: ΑΠΟ ΤΟΥΣ ΜΕΓΑΛΟΥΣ ΣΤΑΘΜΟΥΣ ΤΗΣ ΠΟΡΕΙΑΣ ΜΑΣ (1137, 78, 1447, 92)
loan-row-cell: 43.500 (845, 443, 873, 453)
share-row (943, 476, 1124, 487)
asset-row-cell: Συνάλλαγμα (949, 728, 998, 738)
share-row-cell: +5.000 (1094, 564, 1122, 574)
share-row (943, 520, 1124, 531)
share-row-cell: 350.000 (1033, 487, 1067, 497)
